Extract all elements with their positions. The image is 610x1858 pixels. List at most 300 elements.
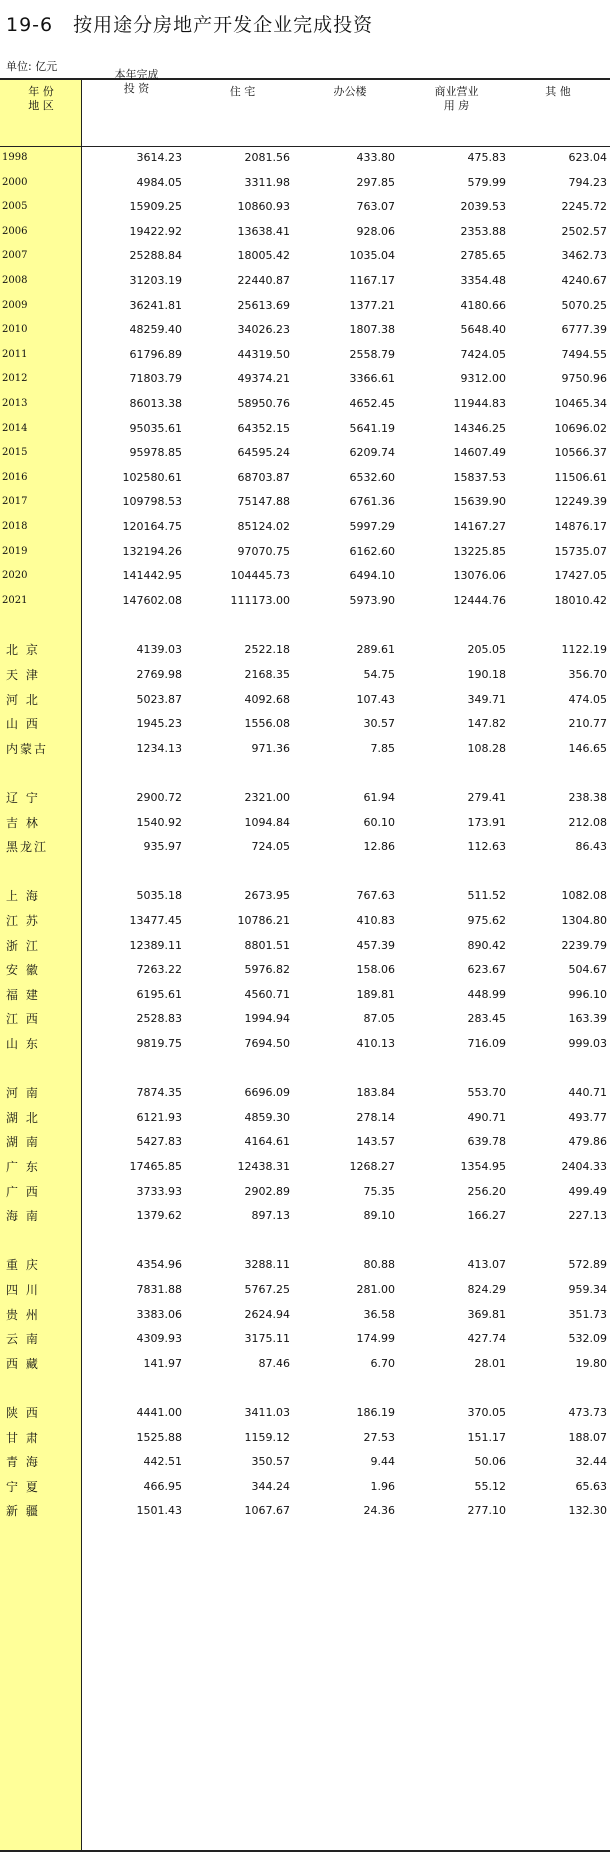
header-commercial-line2: 用 房: [443, 99, 470, 112]
cell-office: 5973.90: [349, 594, 395, 607]
region-row: [0, 1429, 610, 1447]
row-label: 2019: [2, 546, 28, 557]
cell-commercial: 205.05: [467, 643, 506, 656]
cell-residential: 3311.98: [244, 176, 290, 189]
row-label: 辽 宁: [6, 791, 40, 805]
cell-other: 10696.02: [554, 422, 607, 435]
cell-commercial: 7424.05: [460, 348, 506, 361]
cell-other: 356.70: [568, 668, 607, 681]
region-row: [0, 961, 610, 979]
header-year-region: [2, 85, 80, 113]
cell-commercial: 55.12: [474, 1480, 506, 1493]
cell-office: 75.35: [363, 1185, 395, 1198]
cell-commercial: 112.63: [467, 840, 506, 853]
region-row: [0, 1281, 610, 1299]
cell-total: 442.51: [143, 1455, 182, 1468]
cell-commercial: 279.41: [467, 791, 506, 804]
cell-office: 278.14: [356, 1111, 395, 1124]
cell-commercial: 427.74: [467, 1332, 506, 1345]
row-label: 重 庆: [6, 1258, 40, 1272]
cell-office: 410.83: [356, 914, 395, 927]
header-total-investment: [84, 68, 189, 96]
cell-commercial: 256.20: [467, 1185, 506, 1198]
cell-total: 2528.83: [136, 1012, 182, 1025]
cell-total: 6195.61: [136, 988, 182, 1001]
cell-office: 61.94: [363, 791, 395, 804]
cell-office: 457.39: [356, 939, 395, 952]
year-row: [0, 149, 610, 167]
cell-office: 27.53: [363, 1431, 395, 1444]
cell-residential: 68703.87: [237, 471, 290, 484]
row-label: 山 东: [6, 1037, 40, 1051]
divider-tick: [81, 80, 82, 81]
year-row: [0, 395, 610, 413]
cell-other: 86.43: [575, 840, 607, 853]
cell-commercial: 14607.49: [453, 446, 506, 459]
cell-office: 1167.17: [349, 274, 395, 287]
header-bottom-rule: [0, 146, 610, 147]
unit-label: 单位: 亿元: [6, 60, 58, 73]
cell-office: 87.05: [363, 1012, 395, 1025]
cell-total: 12389.11: [129, 939, 182, 952]
cell-commercial: 173.91: [467, 816, 506, 829]
cell-other: 14876.17: [554, 520, 607, 533]
cell-total: 5023.87: [136, 693, 182, 706]
row-label: 湖 北: [6, 1111, 40, 1125]
cell-commercial: 9312.00: [460, 372, 506, 385]
cell-office: 1268.27: [349, 1160, 395, 1173]
row-label: 江 西: [6, 1012, 40, 1026]
page-title: 19-6 按用途分房地产开发企业完成投资: [6, 14, 374, 36]
cell-office: 763.07: [356, 200, 395, 213]
cell-total: 4441.00: [136, 1406, 182, 1419]
row-label: 山 西: [6, 717, 40, 731]
cell-residential: 3411.03: [244, 1406, 290, 1419]
year-row: [0, 247, 610, 265]
cell-total: 95978.85: [129, 446, 182, 459]
cell-total: 95035.61: [129, 422, 182, 435]
cell-office: 5641.19: [349, 422, 395, 435]
cell-total: 935.97: [143, 840, 182, 853]
cell-commercial: 28.01: [474, 1357, 506, 1370]
cell-residential: 111173.00: [230, 594, 290, 607]
cell-other: 7494.55: [561, 348, 607, 361]
cell-office: 6162.60: [349, 545, 395, 558]
region-row: [0, 887, 610, 905]
cell-total: 31203.19: [129, 274, 182, 287]
cell-residential: 75147.88: [237, 495, 290, 508]
row-label: 吉 林: [6, 816, 40, 830]
cell-commercial: 824.29: [467, 1283, 506, 1296]
cell-residential: 2624.94: [244, 1308, 290, 1321]
cell-commercial: 413.07: [467, 1258, 506, 1271]
header-commercial: [405, 85, 508, 113]
cell-residential: 97070.75: [237, 545, 290, 558]
row-label: 2000: [2, 177, 28, 188]
region-row: [0, 1183, 610, 1201]
cell-residential: 85124.02: [237, 520, 290, 533]
cell-office: 410.13: [356, 1037, 395, 1050]
cell-office: 60.10: [363, 816, 395, 829]
cell-commercial: 166.27: [467, 1209, 506, 1222]
cell-total: 466.95: [143, 1480, 182, 1493]
year-row: [0, 346, 610, 364]
cell-residential: 350.57: [251, 1455, 290, 1468]
row-label: 2011: [2, 349, 28, 360]
cell-total: 4984.05: [136, 176, 182, 189]
cell-residential: 4164.61: [244, 1135, 290, 1148]
cell-office: 7.85: [370, 742, 395, 755]
cell-other: 623.04: [568, 151, 607, 164]
cell-commercial: 448.99: [467, 988, 506, 1001]
cell-other: 2502.57: [561, 225, 607, 238]
cell-other: 2239.79: [561, 939, 607, 952]
row-label: 2014: [2, 423, 28, 434]
cell-commercial: 11944.83: [453, 397, 506, 410]
row-label: 浙 江: [6, 939, 40, 953]
row-label: 河 北: [6, 693, 40, 707]
cell-other: 959.34: [568, 1283, 607, 1296]
row-label: 湖 南: [6, 1135, 40, 1149]
cell-residential: 104445.73: [230, 569, 290, 582]
year-row: [0, 174, 610, 192]
row-label: 四 川: [6, 1283, 40, 1297]
cell-total: 141.97: [143, 1357, 182, 1370]
cell-total: 19422.92: [129, 225, 182, 238]
row-label: 2006: [2, 226, 28, 237]
cell-office: 36.58: [363, 1308, 395, 1321]
row-label: 上 海: [6, 889, 40, 903]
cell-commercial: 2353.88: [460, 225, 506, 238]
cell-residential: 3175.11: [244, 1332, 290, 1345]
cell-total: 5035.18: [136, 889, 182, 902]
row-label: 2021: [2, 595, 28, 606]
cell-other: 1082.08: [561, 889, 607, 902]
cell-total: 61796.89: [129, 348, 182, 361]
cell-residential: 2673.95: [244, 889, 290, 902]
region-row: [0, 814, 610, 832]
cell-other: 6777.39: [561, 323, 607, 336]
cell-residential: 64352.15: [237, 422, 290, 435]
cell-other: 479.86: [568, 1135, 607, 1148]
cell-other: 999.03: [568, 1037, 607, 1050]
region-row: [0, 1478, 610, 1496]
cell-residential: 1094.84: [244, 816, 290, 829]
cell-commercial: 639.78: [467, 1135, 506, 1148]
cell-office: 30.57: [363, 717, 395, 730]
region-row: [0, 937, 610, 955]
row-label: 2005: [2, 201, 28, 212]
header-commercial-line1: 商业营业: [434, 85, 479, 98]
cell-office: 6.70: [370, 1357, 395, 1370]
row-label: 云 南: [6, 1332, 40, 1346]
row-label: 2020: [2, 570, 28, 581]
cell-total: 13477.45: [129, 914, 182, 927]
cell-residential: 87.46: [258, 1357, 290, 1370]
row-label: 2012: [2, 373, 28, 384]
cell-total: 1501.43: [136, 1504, 182, 1517]
cell-residential: 897.13: [251, 1209, 290, 1222]
cell-total: 1945.23: [136, 717, 182, 730]
cell-other: 5070.25: [561, 299, 607, 312]
cell-other: 493.77: [568, 1111, 607, 1124]
cell-office: 107.43: [356, 693, 395, 706]
cell-residential: 4560.71: [244, 988, 290, 1001]
region-row: [0, 1035, 610, 1053]
cell-office: 24.36: [363, 1504, 395, 1517]
cell-other: 32.44: [575, 1455, 607, 1468]
cell-other: 499.49: [568, 1185, 607, 1198]
region-row: [0, 666, 610, 684]
year-row: [0, 543, 610, 561]
cell-residential: 25613.69: [237, 299, 290, 312]
header-other: 其 他: [545, 85, 571, 98]
cell-other: 65.63: [575, 1480, 607, 1493]
region-row: [0, 715, 610, 733]
cell-other: 10465.34: [554, 397, 607, 410]
cell-residential: 6696.09: [244, 1086, 290, 1099]
row-label: 甘 肃: [6, 1431, 40, 1445]
region-row: [0, 1256, 610, 1274]
cell-commercial: 283.45: [467, 1012, 506, 1025]
row-label: 2018: [2, 521, 28, 532]
region-row: [0, 1453, 610, 1471]
row-label: 内蒙古: [6, 742, 49, 756]
cell-total: 1525.88: [136, 1431, 182, 1444]
cell-other: 227.13: [568, 1209, 607, 1222]
row-label: 贵 州: [6, 1308, 40, 1322]
region-row: [0, 1404, 610, 1422]
row-label: 海 南: [6, 1209, 40, 1223]
cell-total: 48259.40: [129, 323, 182, 336]
cell-total: 102580.61: [122, 471, 182, 484]
cell-other: 15735.07: [554, 545, 607, 558]
cell-other: 473.73: [568, 1406, 607, 1419]
cell-commercial: 14346.25: [453, 422, 506, 435]
cell-total: 36241.81: [129, 299, 182, 312]
cell-commercial: 2785.65: [460, 249, 506, 262]
year-row: [0, 297, 610, 315]
cell-office: 4652.45: [349, 397, 395, 410]
cell-commercial: 108.28: [467, 742, 506, 755]
cell-other: 238.38: [568, 791, 607, 804]
cell-residential: 2902.89: [244, 1185, 290, 1198]
cell-office: 2558.79: [349, 348, 395, 361]
cell-residential: 49374.21: [237, 372, 290, 385]
cell-office: 433.80: [356, 151, 395, 164]
region-row: [0, 1010, 610, 1028]
year-row: [0, 444, 610, 462]
cell-commercial: 277.10: [467, 1504, 506, 1517]
cell-other: 3462.73: [561, 249, 607, 262]
cell-office: 183.84: [356, 1086, 395, 1099]
cell-total: 120164.75: [122, 520, 182, 533]
cell-commercial: 3354.48: [460, 274, 506, 287]
cell-commercial: 50.06: [474, 1455, 506, 1468]
cell-commercial: 579.99: [467, 176, 506, 189]
data-table: [0, 68, 610, 1858]
cell-total: 2900.72: [136, 791, 182, 804]
cell-total: 3383.06: [136, 1308, 182, 1321]
cell-commercial: 13076.06: [453, 569, 506, 582]
cell-total: 1540.92: [136, 816, 182, 829]
row-label: 黑龙江: [6, 840, 49, 854]
row-label: 天 津: [6, 668, 40, 682]
cell-commercial: 12444.76: [453, 594, 506, 607]
cell-commercial: 475.83: [467, 151, 506, 164]
row-label: 2010: [2, 324, 28, 335]
cell-other: 212.08: [568, 816, 607, 829]
row-label: 1998: [2, 152, 28, 163]
region-row: [0, 838, 610, 856]
cell-other: 12249.39: [554, 495, 607, 508]
cell-residential: 2321.00: [244, 791, 290, 804]
row-label: 新 疆: [6, 1504, 40, 1518]
cell-office: 297.85: [356, 176, 395, 189]
cell-commercial: 15837.53: [453, 471, 506, 484]
row-label: 安 徽: [6, 963, 40, 977]
table-bottom-rule: [0, 1850, 610, 1852]
region-row: [0, 691, 610, 709]
cell-total: 15909.25: [129, 200, 182, 213]
cell-total: 17465.85: [129, 1160, 182, 1173]
cell-total: 4309.93: [136, 1332, 182, 1345]
cell-commercial: 15639.90: [453, 495, 506, 508]
cell-total: 7263.22: [136, 963, 182, 976]
cell-commercial: 623.67: [467, 963, 506, 976]
cell-total: 141442.95: [122, 569, 182, 582]
row-label: 河 南: [6, 1086, 40, 1100]
cell-residential: 18005.42: [237, 249, 290, 262]
region-row: [0, 1306, 610, 1324]
row-label: 福 建: [6, 988, 40, 1002]
cell-office: 6532.60: [349, 471, 395, 484]
cell-total: 86013.38: [129, 397, 182, 410]
cell-other: 351.73: [568, 1308, 607, 1321]
year-row: [0, 493, 610, 511]
cell-residential: 64595.24: [237, 446, 290, 459]
cell-residential: 5976.82: [244, 963, 290, 976]
cell-other: 19.80: [575, 1357, 607, 1370]
cell-office: 928.06: [356, 225, 395, 238]
cell-office: 6761.36: [349, 495, 395, 508]
region-row: [0, 1158, 610, 1176]
cell-total: 109798.53: [122, 495, 182, 508]
cell-total: 1234.13: [136, 742, 182, 755]
header-office: 办公楼: [333, 85, 367, 98]
header-total-line2: 投 资: [123, 82, 150, 95]
cell-total: 7874.35: [136, 1086, 182, 1099]
header-residential: 住 宅: [229, 85, 256, 98]
cell-other: 18010.42: [554, 594, 607, 607]
cell-total: 71803.79: [129, 372, 182, 385]
cell-office: 281.00: [356, 1283, 395, 1296]
cell-office: 289.61: [356, 643, 395, 656]
cell-commercial: 890.42: [467, 939, 506, 952]
cell-office: 189.81: [356, 988, 395, 1001]
cell-total: 3733.93: [136, 1185, 182, 1198]
year-row: [0, 420, 610, 438]
row-label: 2016: [2, 472, 28, 483]
cell-office: 186.19: [356, 1406, 395, 1419]
cell-other: 146.65: [568, 742, 607, 755]
cell-other: 440.71: [568, 1086, 607, 1099]
cell-total: 4139.03: [136, 643, 182, 656]
region-row: [0, 740, 610, 758]
cell-commercial: 370.05: [467, 1406, 506, 1419]
cell-residential: 10786.21: [237, 914, 290, 927]
header-total-line1: 本年完成: [114, 68, 159, 81]
cell-other: 4240.67: [561, 274, 607, 287]
cell-other: 9750.96: [561, 372, 607, 385]
cell-residential: 2168.35: [244, 668, 290, 681]
cell-other: 132.30: [568, 1504, 607, 1517]
cell-residential: 8801.51: [244, 939, 290, 952]
row-label: 江 苏: [6, 914, 40, 928]
year-row: [0, 567, 610, 585]
cell-total: 1379.62: [136, 1209, 182, 1222]
cell-office: 767.63: [356, 889, 395, 902]
cell-office: 80.88: [363, 1258, 395, 1271]
cell-commercial: 511.52: [467, 889, 506, 902]
cell-commercial: 151.17: [467, 1431, 506, 1444]
cell-residential: 5767.25: [244, 1283, 290, 1296]
year-row: [0, 223, 610, 241]
region-row: [0, 912, 610, 930]
cell-office: 6494.10: [349, 569, 395, 582]
region-row: [0, 986, 610, 1004]
cell-total: 6121.93: [136, 1111, 182, 1124]
cell-residential: 4859.30: [244, 1111, 290, 1124]
cell-office: 54.75: [363, 668, 395, 681]
cell-office: 3366.61: [349, 372, 395, 385]
cell-total: 3614.23: [136, 151, 182, 164]
cell-commercial: 716.09: [467, 1037, 506, 1050]
cell-total: 132194.26: [122, 545, 182, 558]
row-label: 广 西: [6, 1185, 40, 1199]
region-row: [0, 1355, 610, 1373]
year-row: [0, 370, 610, 388]
cell-commercial: 975.62: [467, 914, 506, 927]
cell-other: 572.89: [568, 1258, 607, 1271]
cell-other: 474.05: [568, 693, 607, 706]
cell-other: 11506.61: [554, 471, 607, 484]
cell-other: 10566.37: [554, 446, 607, 459]
cell-residential: 58950.76: [237, 397, 290, 410]
cell-total: 25288.84: [129, 249, 182, 262]
cell-commercial: 14167.27: [453, 520, 506, 533]
year-row: [0, 518, 610, 536]
row-label: 2008: [2, 275, 28, 286]
cell-residential: 1067.67: [244, 1504, 290, 1517]
cell-commercial: 2039.53: [460, 200, 506, 213]
cell-total: 9819.75: [136, 1037, 182, 1050]
row-label: 2009: [2, 300, 28, 311]
cell-commercial: 13225.85: [453, 545, 506, 558]
header-region-label: 地 区: [28, 99, 54, 112]
cell-residential: 13638.41: [237, 225, 290, 238]
row-label: 2007: [2, 250, 28, 261]
cell-residential: 2522.18: [244, 643, 290, 656]
cell-other: 210.77: [568, 717, 607, 730]
cell-other: 1304.80: [561, 914, 607, 927]
cell-other: 163.39: [568, 1012, 607, 1025]
year-row: [0, 469, 610, 487]
cell-office: 1035.04: [349, 249, 395, 262]
cell-other: 2245.72: [561, 200, 607, 213]
cell-residential: 1556.08: [244, 717, 290, 730]
cell-commercial: 1354.95: [460, 1160, 506, 1173]
